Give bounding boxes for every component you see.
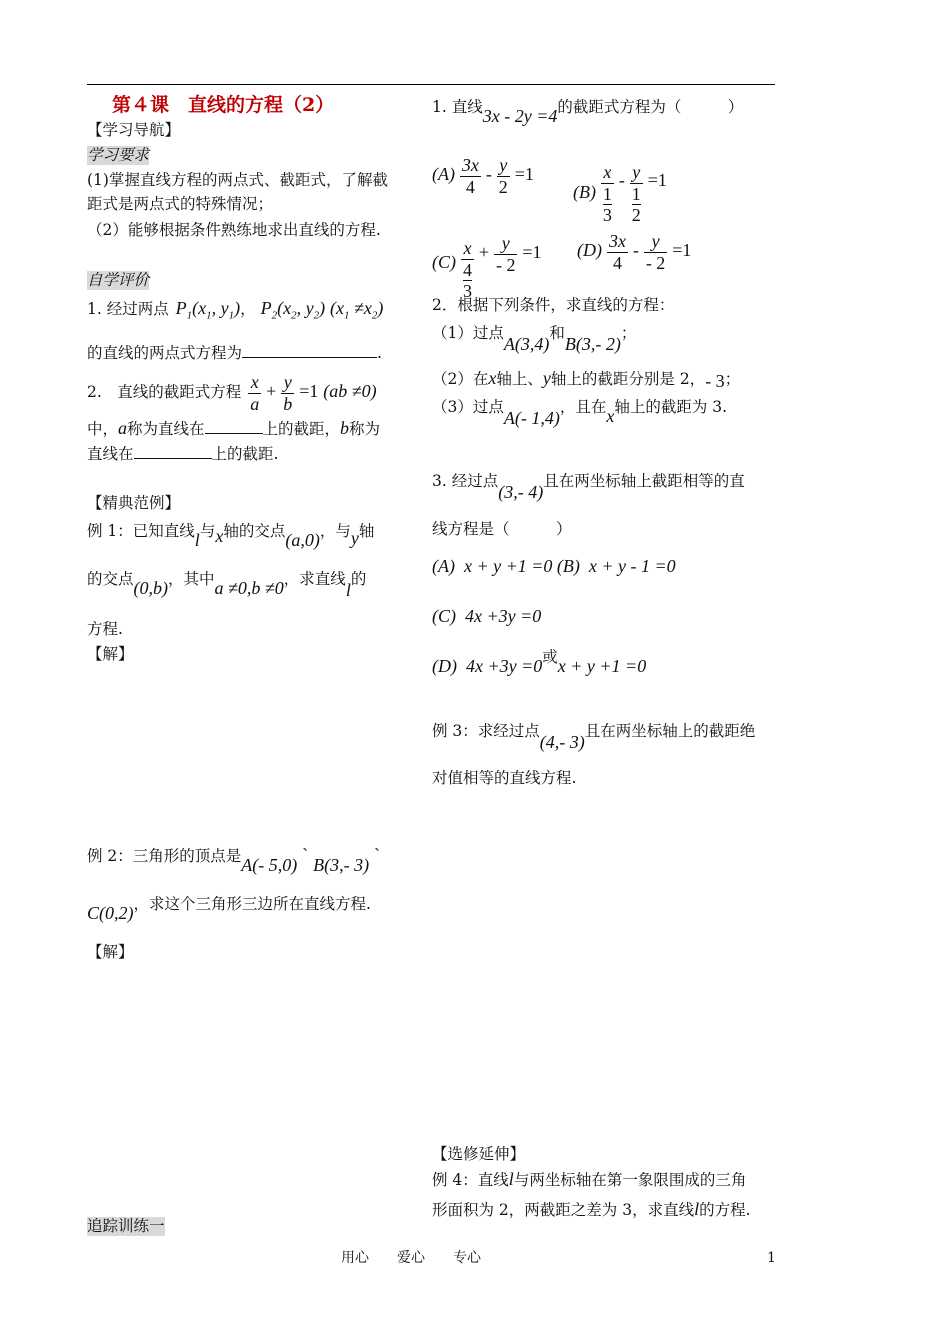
example-2-line1: 例 2：三角形的顶点是A(- 5,0) ` B(3,- 3) ` bbox=[87, 845, 381, 875]
footer-motto: 用心 爱心 专心 bbox=[341, 1250, 481, 1266]
example-3-line1: 例 3：求经过点(4,- 3)且在两坐标轴上的截距绝 bbox=[432, 722, 756, 752]
problem-2-item-1: （1）过点A(3,4)和B(3,- 2)； bbox=[432, 324, 637, 354]
examples-heading: 【精典范例】 bbox=[87, 494, 181, 512]
problem-2-stem: 2．根据下列条件，求直线的方程： bbox=[432, 296, 675, 314]
q2-line2: 中，a称为直线在 上的截距，b称为 bbox=[87, 418, 381, 438]
requirement-1a: (1)掌握直线方程的两点式、截距式，了解截 bbox=[87, 171, 388, 189]
self-eval-heading: 自学评价 bbox=[87, 271, 150, 289]
extension-heading: 【选修延伸】 bbox=[432, 1145, 526, 1163]
requirements-heading: 学习要求 bbox=[87, 146, 150, 164]
example-3-line2: 对值相等的直线方程. bbox=[432, 769, 577, 787]
option-a: (A) $\frac{3x}{4}$ - $\frac{y}{2}$ =1 bbox=[432, 155, 534, 197]
header-rule bbox=[87, 84, 775, 85]
q1-line2: 的直线的两点式方程为 . bbox=[87, 344, 382, 362]
q2-line1: 2. 直线的截距式方程 $\frac{x}{a}$ + $\frac{y}{b}$ =1 (ab ≠0) bbox=[87, 372, 377, 414]
solution-2-label: 【解】 bbox=[87, 943, 134, 961]
page-number: 1 bbox=[767, 1250, 776, 1266]
q2-line3: 直线在 上的截距. bbox=[87, 445, 279, 463]
q1-line1: 1. 经过两点 $P_1(x_1$, $y_1$)， $P_2(x_2$, $y_2$) $(x_1 \ne x_2)$ bbox=[87, 298, 384, 322]
tracking-exercise-label: 追踪训练一 bbox=[87, 1217, 165, 1235]
problem-3-line2: 线方程是（ ） bbox=[432, 520, 572, 538]
problem-3-option-c: (C) 4x +3y =0 bbox=[432, 606, 542, 626]
problem-2-item-3: （3）过点A(- 1,4)，且在x轴上的截距为 3. bbox=[432, 398, 728, 428]
option-b: (B) x 1 3 - y 1 2 =1 bbox=[573, 162, 667, 226]
example-4-line1: 例 4：直线l与两坐标轴在第一象限围成的三角 bbox=[432, 1169, 747, 1189]
problem-2-item-2: （2）在x轴上、y轴上的截距分别是 2，- 3； bbox=[432, 368, 741, 391]
requirement-2: （2）能够根据条件熟练地求出直线的方程. bbox=[87, 221, 381, 239]
example-2-line2: C(0,2)，求这个三角形三边所在直线方程. bbox=[87, 895, 371, 923]
guide-heading: 【学习导航】 bbox=[87, 121, 181, 139]
page-title: 第４课 直线的方程（2） bbox=[112, 94, 335, 116]
requirement-1b: 距式是两点式的特殊情况； bbox=[87, 195, 274, 213]
option-c: (C) x 4 3 + $\frac{y}{- 2}$ =1 bbox=[432, 232, 542, 302]
problem-3-option-ab: (A) x + y +1 =0 (B) x + y - 1 =0 bbox=[432, 556, 676, 576]
solution-1-label: 【解】 bbox=[87, 645, 134, 663]
example-1-line1: 例 1：已知直线l与x轴的交点(a,0)，与y轴 bbox=[87, 522, 375, 550]
problem-1-stem: 1. 直线3x - 2y =4的截距式方程为（ ） bbox=[432, 98, 744, 126]
example-1-line2: 的交点(0,b)，其中a ≠0,b ≠0，求直线l的 bbox=[87, 570, 367, 600]
example-1-line3: 方程. bbox=[87, 620, 123, 638]
problem-3-option-d: (D) 4x +3y =0或x + y +1 =0 bbox=[432, 648, 647, 676]
example-4-line2: 形面积为 2，两截距之差为 3，求直线l的方程. bbox=[432, 1199, 751, 1219]
option-d: (D) $\frac{3x}{4}$ - $\frac{y}{- 2}$ =1 bbox=[577, 231, 692, 273]
problem-3-line1: 3. 经过点(3,- 4)且在两坐标轴上截距相等的直 bbox=[432, 472, 745, 502]
